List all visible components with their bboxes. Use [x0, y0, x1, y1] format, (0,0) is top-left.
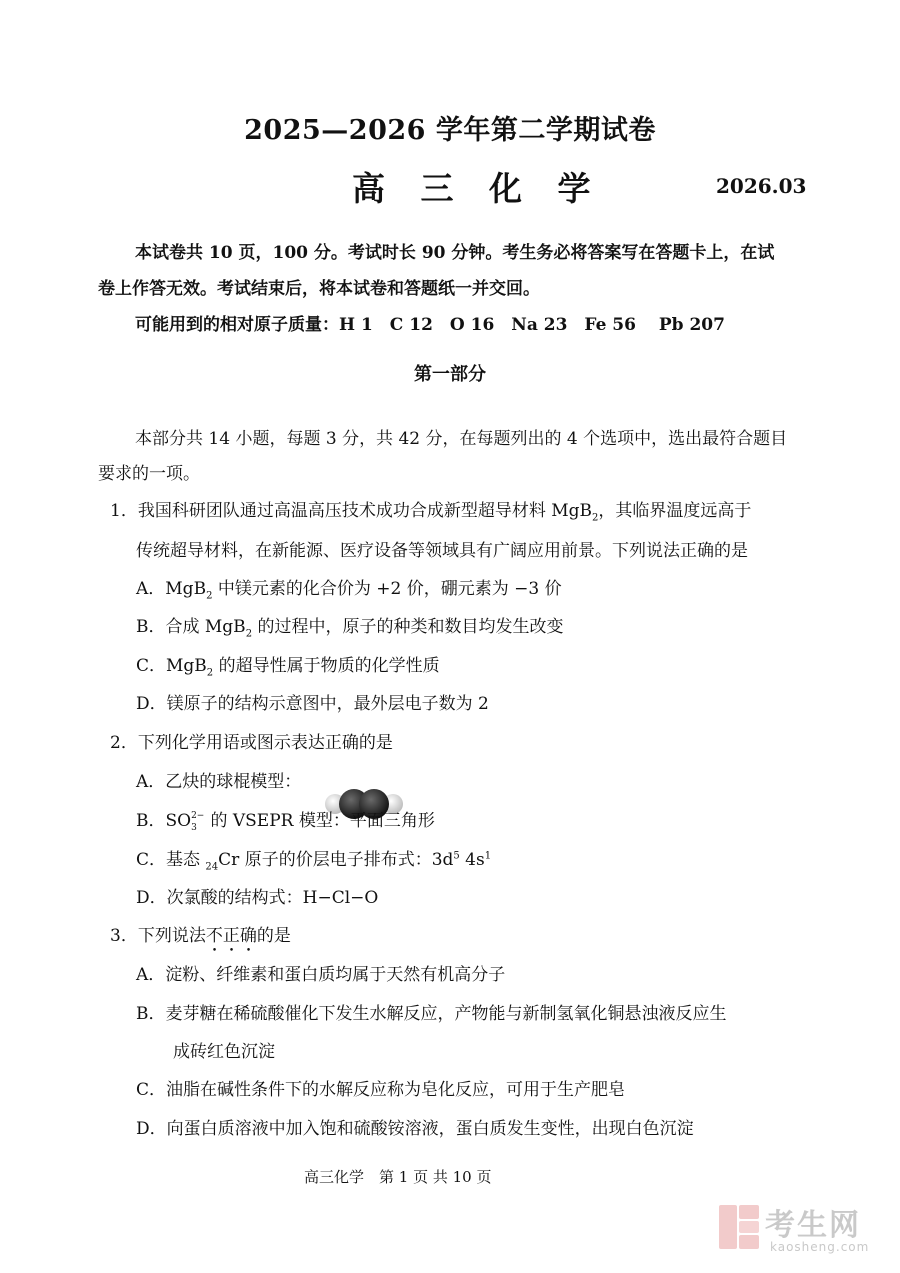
q1-stem-line-1: 1．我国科研团队通过高温高压技术成功合成新型超导材料 MgB$_2$，其临界温度远高于	[110, 501, 752, 524]
q3-option-b-line-1: B．麦芽糖在稀硫酸催化下发生水解反应，产物能与新制氢氧化铜悬浊液反应生	[136, 1004, 727, 1024]
atomic-masses: 可能用到的相对原子质量：H 1 C 12 O 16 Na 23 Fe 56 Pb 207	[135, 315, 725, 335]
page-footer: 高三化学 第 1 页 共 10 页	[304, 1168, 492, 1186]
q2-option-c: C．基态 $_{24}$Cr 原子的价层电子排布式：$3d^5$ $4s^1$	[136, 850, 492, 873]
intro-line-2: 卷上作答无效。考试结束后，将本试卷和答题纸一并交回。	[98, 279, 540, 299]
watermark-url: kaosheng.com	[770, 1240, 870, 1254]
q2-option-d: D．次氯酸的结构式：H−Cl−O	[136, 888, 379, 908]
subject-title: 高 三 化 学	[352, 169, 603, 208]
kaosheng-logo-icon	[717, 1203, 761, 1251]
q1-stem-line-2: 传统超导材料，在新能源、医疗设备等领域具有广阔应用前景。下列说法正确的是	[136, 541, 748, 561]
intro-line-1: 本试卷共 10 页，100 分。考试时长 90 分钟。考生务必将答案写在答题卡上，在试	[135, 243, 775, 263]
q1-option-a: A．MgB$_2$ 中镁元素的化合价为 +2 价，硼元素为 −3 价	[136, 579, 562, 602]
q3-option-b-line-2: 成砖红色沉淀	[173, 1042, 275, 1062]
q2-stem: 2．下列化学用语或图示表达正确的是	[110, 733, 393, 753]
q3-option-a: A．淀粉、纤维素和蛋白质均属于天然有机高分子	[136, 965, 506, 985]
exam-date: 2026.03	[716, 174, 807, 198]
section-instruction-1: 本部分共 14 小题，每题 3 分，共 42 分，在每题列出的 4 个选项中，选出最符合题目	[135, 429, 788, 449]
section-title: 第一部分	[414, 364, 486, 385]
q2-option-a: A．乙炔的球棍模型：	[136, 772, 302, 792]
q1-option-b: B．合成 MgB$_2$ 的过程中，原子的种类和数目均发生改变	[136, 617, 564, 640]
q2-option-b: B．SO 2− 3 的 VSEPR 模型：平面三角形	[136, 811, 435, 833]
q1-option-d: D．镁原子的结构示意图中，最外层电子数为 2	[136, 694, 489, 714]
q3-option-c: C．油脂在碱性条件下的水解反应称为皂化反应，可用于生产肥皂	[136, 1080, 626, 1100]
q3-stem: 3．下列说法不正确的是	[110, 926, 291, 946]
exam-title: 2025—2026 学年第二学期试卷	[244, 115, 656, 146]
q3-option-d: D．向蛋白质溶液中加入饱和硫酸铵溶液，蛋白质发生变性，出现白色沉淀	[136, 1119, 694, 1139]
section-instruction-2: 要求的一项。	[98, 464, 200, 484]
watermark-text: 考生网	[765, 1208, 861, 1243]
emphasis-not-correct: 不正确	[205, 926, 257, 946]
q1-option-c: C．MgB$_2$ 的超导性属于物质的化学性质	[136, 656, 440, 679]
